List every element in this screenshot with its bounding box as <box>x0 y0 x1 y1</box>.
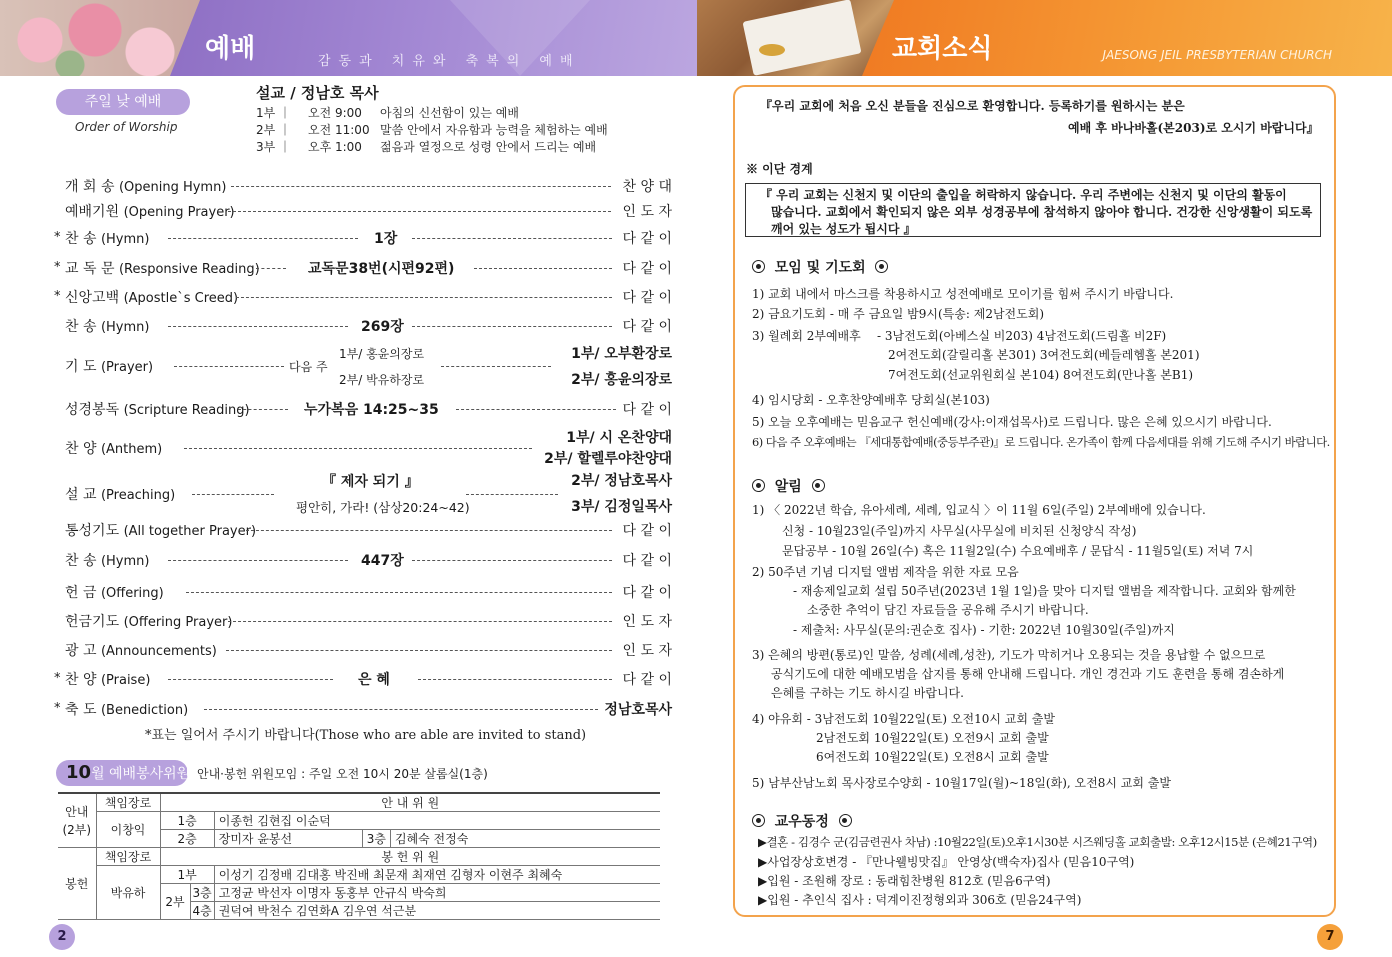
prayer-leader-1: 1부/ 오부환장로 <box>571 346 672 362</box>
heresy-line-2: 많습니다. 교회에서 확인되지 않은 외부 성경공부에 참석하지 않아야 합니다. 건강한 신앙생활이 되도록 <box>771 205 1313 219</box>
order-hymn-2 <box>56 316 676 338</box>
welcome-line-2: 예배 후 바나바홀(본203)로 오시기 바랍니다』 <box>1068 121 1319 135</box>
section-title: 알림 <box>774 479 802 495</box>
order-scripture <box>56 399 676 421</box>
meeting-item: 5) 오늘 오후예배는 믿음교구 헌신예배(강사:이재섭목사)로 드립니다. 많은 은혜 있으시기 바랍니다. <box>752 415 1272 429</box>
notice-item: 은혜를 구하는 기도 하시길 바랍니다. <box>771 686 964 700</box>
item-english: (Benediction) <box>100 703 189 718</box>
preacher-3: 3부/ 김정일목사 <box>571 499 672 515</box>
flower-photo <box>0 0 200 76</box>
item-leader: 다 같 이 <box>622 523 672 539</box>
usher-title: 안 내 위 원 <box>160 793 660 812</box>
offering-1-names: 이성기 김정배 김대홍 박진배 최문재 최재연 김형자 이현주 최혜숙 <box>214 866 660 884</box>
item-english: (Hymn) <box>100 554 150 569</box>
meeting-item: 6) 다음 주 오후예배는 『세대통합예배(중등부주관)』로 드립니다. 온가족이 함께 다음세대를 위해 기도해 주시기 바랍니다. <box>752 435 1330 449</box>
page-number-left: 2 <box>49 924 75 950</box>
item-name: 통성기도 <box>65 523 120 539</box>
next-week-prayer-2: 2부/ 박유하장로 <box>339 373 425 387</box>
notice-item: - 제출처: 사무실(문의:권순호 집사) - 기한: 2022년 10월30일(주일)까지 <box>793 623 1175 637</box>
hymn-number: 269장 <box>361 319 404 335</box>
item-leader: 다 같 이 <box>622 553 672 569</box>
item-name: 찬 송 <box>65 319 97 335</box>
order-opening-hymn <box>56 176 676 198</box>
usher-part: (2부) <box>62 822 92 837</box>
meeting-item: 1) 교회 내에서 마스크를 착용하시고 성전예배로 모이기를 힘써 주시기 바랍니다. <box>752 287 1174 301</box>
offering-label: 봉헌 <box>58 848 96 920</box>
member-news-item: ▶결혼 - 김경수 군(김금련권사 차남) :10월22일(토)오후1시30분 시즈웨딩홀 교회출발: 오후12시15분 (은혜21구역) <box>758 835 1317 849</box>
sermon-title: 설교 / 정남호 목사 <box>256 84 379 102</box>
bullet-icon <box>839 814 852 827</box>
anthem-choir-2: 2부/ 할렐루야찬양대 <box>544 451 672 467</box>
item-name: 예배기원 <box>65 204 120 220</box>
order-praise <box>56 669 676 691</box>
item-english: (Prayer) <box>100 360 154 375</box>
item-name: 기 도 <box>65 359 97 375</box>
item-english: (Anthem) <box>100 442 163 457</box>
item-english: (Apostle`s Creed) <box>123 291 239 306</box>
table-row <box>58 812 660 830</box>
meeting-item: - 3남전도회(아베스실 비203) 4남전도회(드림홀 비2F) <box>877 329 1167 343</box>
left-header-title: 예배 <box>205 34 256 64</box>
meeting-item: 2여전도회(갈릴리홀 본301) 3여전도회(베들레헴홀 본201) <box>888 348 1200 362</box>
order-together-prayer <box>56 520 676 542</box>
notice-item: 신청 - 10월23일(주일)까지 사무실(사무실에 비치된 신청양식 작성) <box>782 524 1137 538</box>
item-leader: 찬 양 대 <box>622 179 672 195</box>
notice-item: - 재송제일교회 설립 50주년(2023년 1월 1일)을 맞아 디지털 앨범을 제작합니다. 교회와 함께한 <box>793 584 1296 598</box>
heresy-line-1: 『 우리 교회는 신천지 및 이단의 출입을 허락하지 않습니다. 우리 주변에는 신천지 및 이단의 활동이 <box>760 188 1287 202</box>
item-leader: 인 도 자 <box>622 204 672 220</box>
service-desc: 젊음과 열정으로 성령 안에서 드리는 예배 <box>380 140 597 154</box>
service-part: 3부 ｜ <box>256 140 292 154</box>
order-announcements <box>56 640 676 662</box>
anthem-choir-1: 1부/ 시 온찬양대 <box>566 430 672 446</box>
item-leader: 인 도 자 <box>622 614 672 630</box>
order-offering-prayer <box>56 611 676 633</box>
praise-song: 은 혜 <box>358 672 390 688</box>
month-number: 10 <box>66 762 92 783</box>
notice-item: 4) 야유회 - 3남전도회 10월22일(토) 오전10시 교회 출발 <box>752 712 1055 726</box>
item-english: (Responsive Reading) <box>118 262 260 277</box>
offering-4f-names: 권덕여 박천수 김연화A 김우연 석근분 <box>214 902 660 920</box>
item-name: 찬 양 <box>65 672 97 688</box>
section-title: 교우동정 <box>774 814 829 830</box>
item-leader: 다 같 이 <box>622 585 672 601</box>
church-english-name: JAESONG JEIL PRESBYTERIAN CHURCH <box>1102 48 1332 62</box>
bullet-icon <box>752 814 765 827</box>
item-name: 교 독 문 <box>65 261 115 277</box>
table-row <box>58 793 660 812</box>
item-english: (Hymn) <box>100 320 150 335</box>
usher-2f-names: 장미자 윤봉선 <box>214 830 362 848</box>
service-time: 오전 9:00 <box>308 106 362 120</box>
stand-mark: * <box>54 701 61 716</box>
item-leader: 다 같 이 <box>622 672 672 688</box>
bullet-icon <box>752 479 765 492</box>
meetings-section-title <box>752 257 888 277</box>
reading-number: 교독문38번(시편92편) <box>308 261 455 277</box>
item-leader: 인 도 자 <box>622 643 672 659</box>
notice-item: 공식기도에 대한 예배모범을 삽지를 통해 안내해 드립니다. 개인 경건과 기도 훈련을 통해 겸손하게 <box>771 667 1285 681</box>
order-hymn-3 <box>56 550 676 572</box>
month-label: 월 예배봉사위원 <box>91 766 191 782</box>
heresy-line-3: 깨어 있는 성도가 됩시다 』 <box>771 222 916 236</box>
item-name: 헌 금 <box>65 585 97 601</box>
item-english: (Hymn) <box>100 232 150 247</box>
item-leader: 다 같 이 <box>622 319 672 335</box>
worship-pill-english: Order of Worship <box>75 120 178 134</box>
item-english: (Announcements) <box>100 644 217 659</box>
item-name: 광 고 <box>65 643 97 659</box>
page-number-right: 7 <box>1317 924 1343 950</box>
service-part: 2부 ｜ <box>256 123 292 137</box>
head-column-label: 책임장로 <box>96 793 160 812</box>
member-news-section-title <box>752 811 852 831</box>
month-volunteers-pill <box>56 760 191 786</box>
stand-mark: * <box>54 260 61 275</box>
hymn-number: 447장 <box>361 553 404 569</box>
floor-label: 4층 <box>190 902 214 920</box>
volunteer-meeting-info: 안내·봉헌 위원모임 : 주일 오전 10시 20분 살롬실(1층) <box>197 767 488 781</box>
order-offering <box>56 582 676 604</box>
part-label: 2부 <box>160 884 190 920</box>
usher-head: 이창익 <box>96 812 160 848</box>
right-header-title: 교회소식 <box>892 34 993 64</box>
usher-1f-names: 이종헌 김현집 이순덕 <box>214 812 660 830</box>
usher-label: 안내 <box>65 804 89 819</box>
bullet-icon <box>752 260 765 273</box>
hymn-number: 1장 <box>374 231 398 247</box>
stand-mark: * <box>54 289 61 304</box>
notice-item: 3) 은혜의 방편(통로)인 말씀, 성례(세례,성찬), 기도가 막히거나 오용되는 것을 용납할 수 없으므로 <box>752 648 1266 662</box>
member-news-item: ▶입원 - 추인식 집사 : 덕계이진정형외과 306호 (믿음24구역) <box>758 893 1082 907</box>
bullet-icon <box>812 479 825 492</box>
item-leader: 다 같 이 <box>622 231 672 247</box>
order-opening-prayer <box>56 201 676 223</box>
notice-item: 2) 50주년 기념 디지털 앨범 제작을 위한 자료 모음 <box>752 565 1019 579</box>
notice-item: 6여전도회 10월22일(토) 오전8시 교회 출발 <box>816 750 1049 764</box>
stand-mark: * <box>54 671 61 686</box>
item-name: 찬 송 <box>65 553 97 569</box>
member-news-item: ▶사업장상호변경 - 『만나웰빙맛집』 안영상(백숙자)집사 (믿음10구역) <box>758 855 1135 869</box>
floor-label: 3층 <box>190 884 214 902</box>
service-row <box>256 121 608 138</box>
notice-item: 소중한 추억이 담긴 자료들을 공유해 주시기 바랍니다. <box>807 603 1089 617</box>
order-benediction <box>56 699 676 721</box>
item-english: (Preaching) <box>100 488 176 503</box>
item-english: (All together Prayer) <box>123 524 257 539</box>
meeting-item: 3) 월례회 2부예배후 <box>752 329 861 343</box>
order-responsive-reading <box>56 258 676 280</box>
floor-label: 1층 <box>160 812 214 830</box>
service-part: 1부 ｜ <box>256 106 292 120</box>
volunteer-table <box>58 792 660 920</box>
item-english: (Scripture Reading) <box>123 403 250 418</box>
floor-label: 3층 <box>362 830 390 848</box>
part-label: 1부 <box>160 866 214 884</box>
next-week-prayer-1: 1부/ 홍윤의장로 <box>339 347 425 361</box>
prayer-leader-2: 2부/ 홍윤의장로 <box>571 372 672 388</box>
floor-label: 2층 <box>160 830 214 848</box>
service-time: 오전 11:00 <box>308 123 370 137</box>
order-hymn-1 <box>56 228 676 250</box>
offering-3f-names: 고정균 박선자 이명자 동홍부 안규식 박숙희 <box>214 884 660 902</box>
welcome-line-1: 『우리 교회에 처음 오신 분들을 진심으로 환영합니다. 등록하기를 원하시는 분은 <box>760 99 1185 113</box>
worship-pill: 주일 낮 예배 <box>56 89 190 115</box>
item-english: (Offering) <box>100 586 164 601</box>
left-header-subtitle: 감동과 치유와 축복의 예배 <box>318 54 581 69</box>
order-creed <box>56 287 676 309</box>
offering-head: 박유하 <box>96 866 160 920</box>
item-name: 성경봉독 <box>65 402 120 418</box>
item-english: (Opening Prayer) <box>123 205 235 220</box>
item-leader: 다 같 이 <box>622 261 672 277</box>
head-column-label: 책임장로 <box>96 848 160 866</box>
item-english: (Praise) <box>100 673 151 688</box>
heresy-title: ※ 이단 경계 <box>746 162 813 176</box>
item-name: 찬 양 <box>65 441 97 457</box>
item-name: 헌금기도 <box>65 614 120 630</box>
service-desc: 아침의 신선함이 있는 예배 <box>380 106 519 120</box>
service-row <box>256 104 519 121</box>
service-desc: 말씀 안에서 자유함과 능력을 체험하는 예배 <box>380 123 608 137</box>
item-leader: 다 같 이 <box>622 402 672 418</box>
bullet-icon <box>875 260 888 273</box>
table-row <box>58 848 660 866</box>
item-leader: 정남호목사 <box>604 702 672 718</box>
scripture-passage: 누가복음 14:25~35 <box>304 402 439 418</box>
right-page-header <box>697 0 1392 76</box>
item-english: (Offering Prayer) <box>123 615 233 630</box>
item-name: 축 도 <box>65 702 97 718</box>
item-leader: 다 같 이 <box>622 290 672 306</box>
section-title: 모임 및 기도회 <box>774 260 866 276</box>
preacher-2: 2부/ 정남호목사 <box>571 473 672 489</box>
meeting-item: 4) 임시당회 - 오후찬양예배후 당회실(본103) <box>752 393 990 407</box>
notices-section-title <box>752 476 825 496</box>
notice-item: 문답공부 - 10월 26일(수) 혹은 11월2일(수) 수요예배후 / 문답식 - 11월5일(토) 저녁 7시 <box>782 544 1254 558</box>
meeting-item: 2) 금요기도회 - 매 주 금요일 밤9시(특송: 제2남전도회) <box>752 307 1044 321</box>
service-row <box>256 138 596 155</box>
usher-3f-names: 김혜숙 전정숙 <box>390 830 660 848</box>
left-page-header <box>0 0 697 76</box>
member-news-item: ▶입원 - 조원해 장로 : 동래힘찬병원 812호 (믿음6구역) <box>758 874 1051 888</box>
offering-title: 봉 헌 위 원 <box>160 848 660 866</box>
stand-mark: * <box>54 230 61 245</box>
standing-note: *표는 일어서 주시기 바랍니다(Those who are able are invited to stand) <box>145 728 587 743</box>
item-name: 찬 송 <box>65 231 97 247</box>
sermon-passage: 평안히, 가라! (삼상20:24~42) <box>296 500 470 515</box>
notice-item: 1) 〈 2022년 학습, 유아세례, 세례, 입교식 〉이 11월 6일(주일) 2부예배에 있습니다. <box>752 503 1206 517</box>
meeting-item: 7여전도회(선교위원회실 본104) 8여전도회(만나홀 본B1) <box>888 368 1194 382</box>
service-time: 오후 1:00 <box>308 140 362 154</box>
item-english: (Opening Hymn) <box>118 180 227 195</box>
sermon-name: 『 제자 되기 』 <box>322 474 419 490</box>
item-name: 개 회 송 <box>65 179 115 195</box>
next-week-label: 다음 주 <box>289 360 328 374</box>
notice-item: 2남전도회 10월22일(토) 오전9시 교회 출발 <box>816 731 1049 745</box>
item-name: 설 교 <box>65 487 97 503</box>
notice-item: 5) 남부산남노회 목사장로수양회 - 10월17일(월)~18일(화), 오전8시 교회 출발 <box>752 776 1171 790</box>
table-row <box>58 866 660 884</box>
item-name: 신앙고백 <box>65 290 120 306</box>
